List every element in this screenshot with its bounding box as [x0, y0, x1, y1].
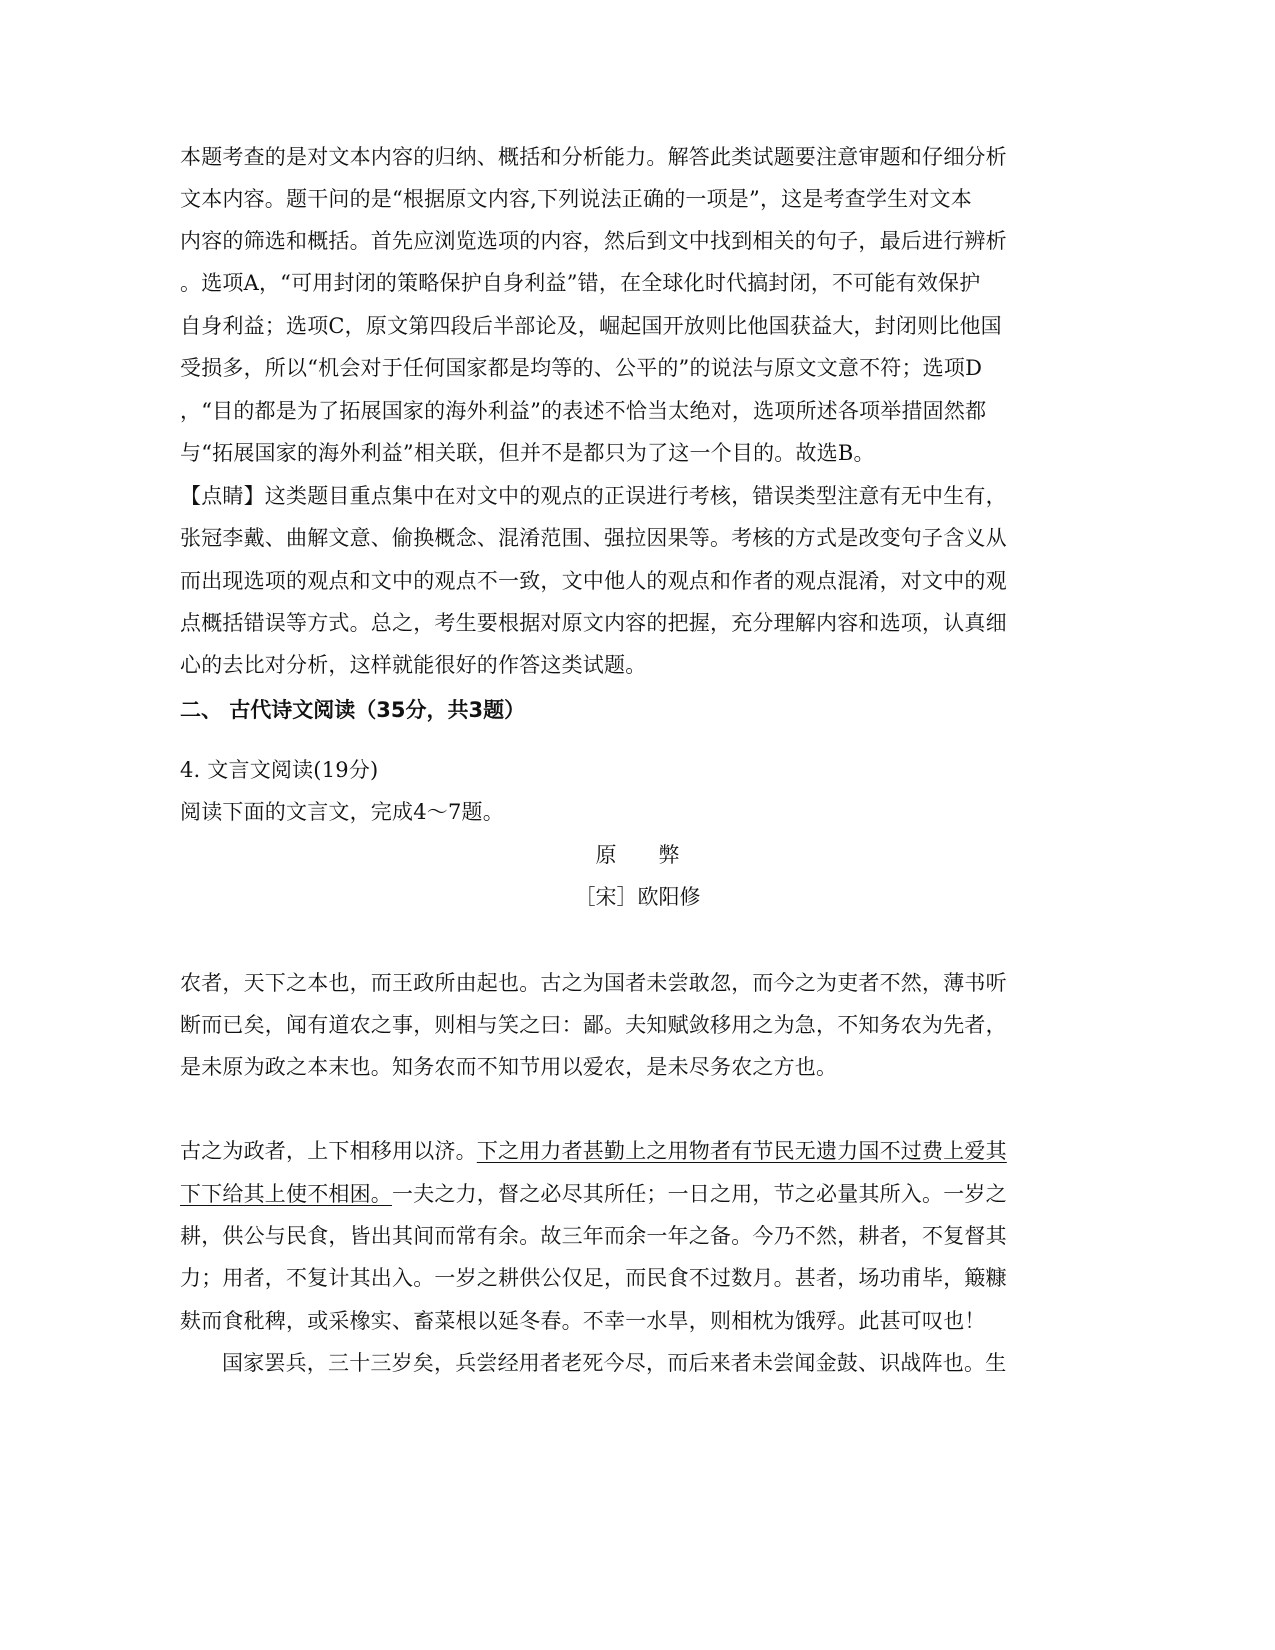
analysis-line: 自身利益；选项C，原文第四段后半部论及，崛起国开放则比他国获益大，封闭则比他国 — [180, 314, 1002, 338]
underlined-sentence: 下之用力者甚勤上之用物者有节民无遗力国不过费上爱其 — [476, 1139, 1007, 1163]
passage-title — [0, 840, 1275, 870]
passage-line: 麸而食秕稗，或采橡实、畜菜根以延冬春。不幸一水旱，则相枕为饿殍。此甚可叹也！ — [180, 1309, 986, 1333]
tip-line: 【点睛】这类题目重点集中在对文中的观点的正误进行考核，错误类型注意有无中生有， — [180, 484, 1007, 508]
passage-author: ［宋］欧阳修 — [574, 885, 701, 909]
analysis-line: 文本内容。题干问的是“根据原文内容,下列说法正确的一项是”，这是考查学生对文本 — [180, 187, 972, 211]
passage-line: 耕，供公与民食，皆出其间而常有余。故三年而余一年之备。今乃不然，耕者，不复督其 — [180, 1224, 1007, 1248]
passage-title-text: 原 弊 — [595, 843, 680, 867]
analysis-line: ，“目的都是为了拓展国家的海外利益”的表述不恰当太绝对，选项所述各项举措固然都 — [180, 399, 987, 423]
tip-line: 点概括错误等方式。总之，考生要根据对原文内容的把握，充分理解内容和选项，认真细 — [180, 611, 1007, 635]
passage-line: 是未原为政之本末也。知务农而不知节用以爱农，是未尽务农之方也。 — [180, 1055, 838, 1079]
passage-text: 一夫之力，督之必尽其所任；一日之用，节之必量其所入。一岁之 — [392, 1182, 1007, 1206]
analysis-line: 与“拓展国家的海外利益”相关联，但并不是都只为了这一个目的。故选B。 — [180, 441, 875, 465]
passage-line — [180, 1179, 1007, 1209]
passage-text: 古之为政者，上下相移用以济。 — [180, 1139, 477, 1163]
analysis-line: 内容的筛选和概括。首先应浏览选项的内容，然后到文中找到相关的句子，最后进行辨析 — [180, 229, 1007, 253]
tip-line: 心的去比对分析，这样就能很好的作答这类试题。 — [180, 653, 647, 677]
tip-line: 张冠李戴、曲解文意、偷换概念、混淆范围、强拉因果等。考核的方式是改变句子含义从 — [180, 526, 1007, 550]
analysis-line: 。选项A，“可用封闭的策略保护自身利益”错，在全球化时代搞封闭，不可能有效保护 — [180, 271, 981, 295]
passage-line: 断而已矣，闻有道农之事，则相与笑之曰：鄙。夫知赋敛移用之为急，不知务农为先者， — [180, 1013, 1007, 1037]
passage-line: 力；用者，不复计其出入。一岁之耕供公仅足，而民食不过数月。甚者，场功甫毕，簸糠 — [180, 1266, 1007, 1290]
analysis-line: 受损多，所以“机会对于任何国家都是均等的、公平的”的说法与原文文意不符；选项D — [180, 356, 983, 380]
question-instruction: 阅读下面的文言文，完成4～7题。 — [180, 800, 504, 824]
passage-line: 农者，天下之本也，而王政所由起也。古之为国者未尝敢忽，而今之为吏者不然，薄书听 — [180, 971, 1007, 995]
question-title: 4. 文言文阅读(19分) — [180, 758, 379, 782]
passage-line — [180, 1136, 1007, 1166]
analysis-line: 本题考查的是对文本内容的归纳、概括和分析能力。解答此类试题要注意审题和仔细分析 — [180, 145, 1007, 169]
tip-line: 而出现选项的观点和文中的观点不一致，文中他人的观点和作者的观点混淆，对文中的观 — [180, 569, 1007, 593]
passage-line: 国家罢兵，三十三岁矣，兵尝经用者老死今尽，而后来者未尝闻金鼓、识战阵也。生 — [222, 1351, 1007, 1375]
underlined-sentence: 下下给其上使不相困。 — [180, 1182, 392, 1206]
section-heading: 二、 古代诗文阅读（35分，共3题） — [180, 698, 526, 722]
